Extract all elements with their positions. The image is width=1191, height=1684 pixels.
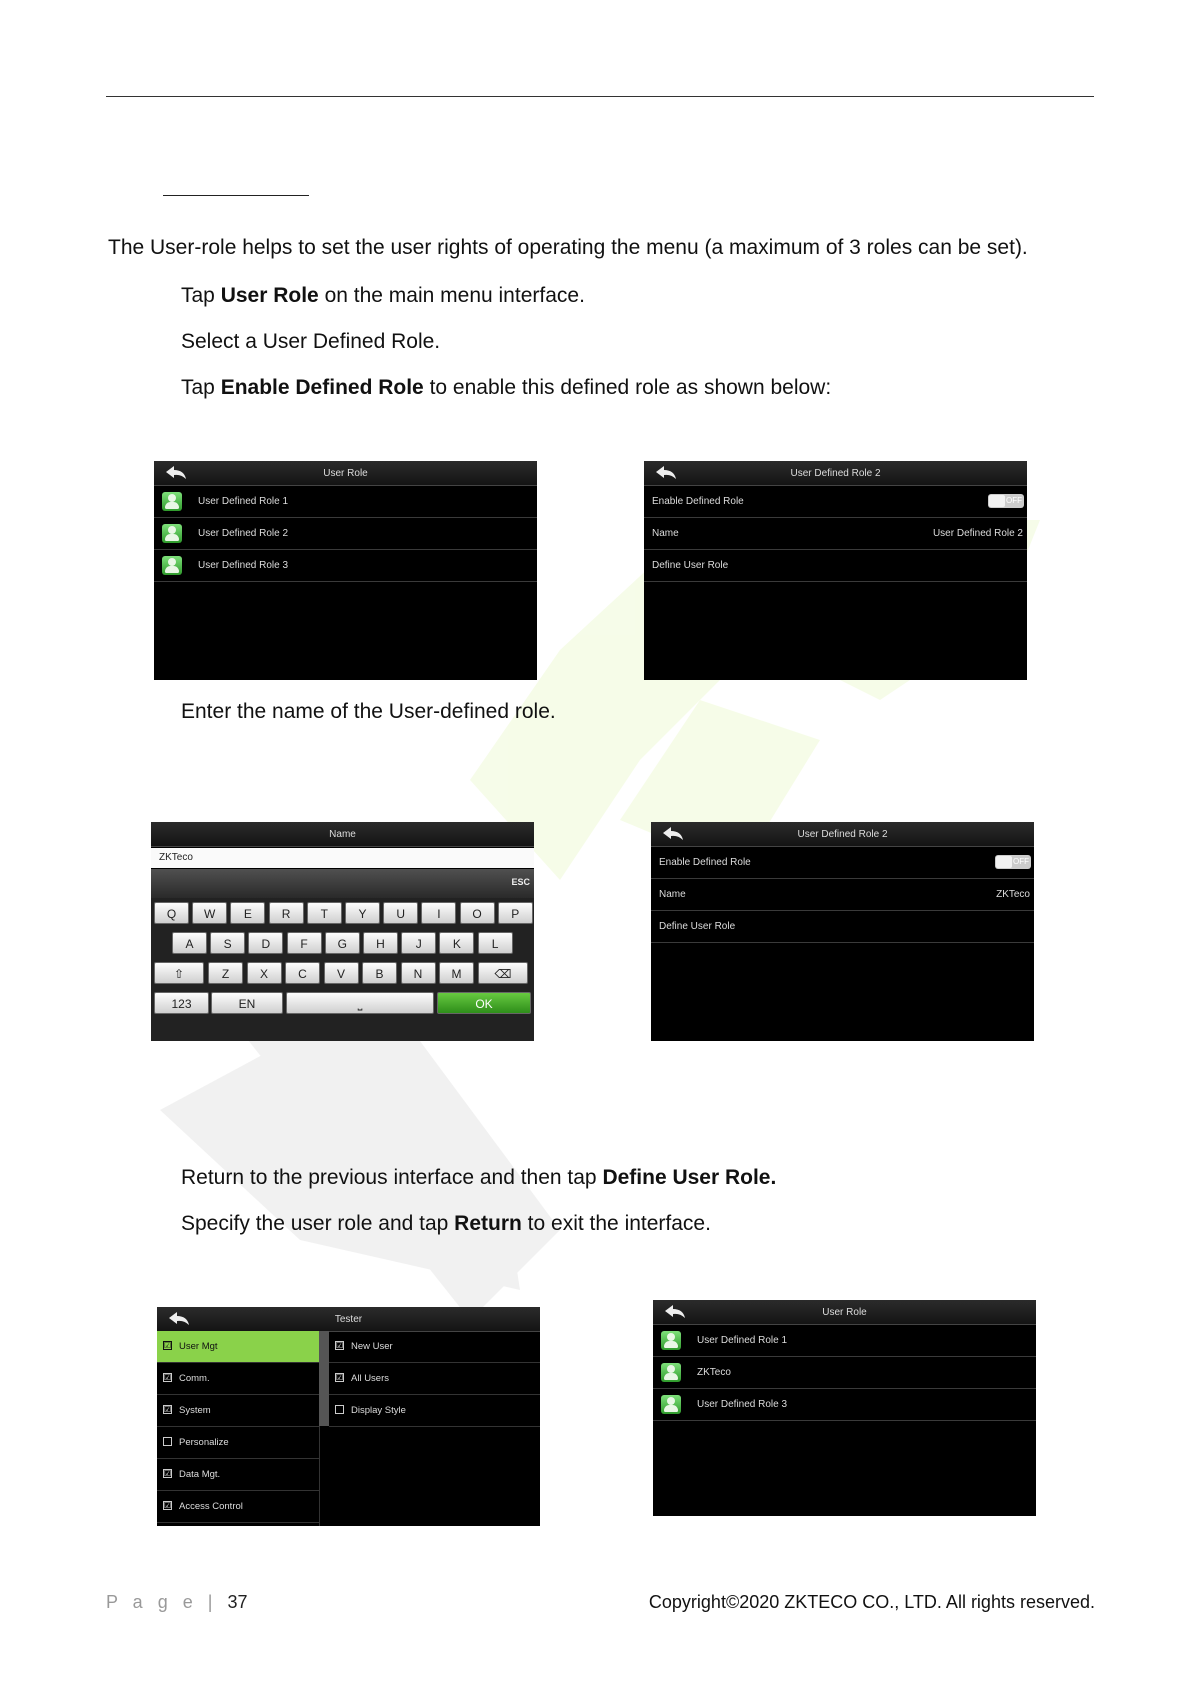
category-personalize[interactable] — [157, 1427, 319, 1459]
enable-label: Enable Defined Role — [652, 496, 744, 507]
key-d[interactable]: D — [248, 932, 283, 954]
checkbox-icon[interactable]: ☑ — [164, 1405, 172, 1414]
checkbox-icon[interactable]: ☑ — [164, 1469, 172, 1478]
key-r[interactable]: R — [269, 902, 304, 924]
define-label: Define User Role — [659, 921, 736, 932]
step-3-pre: Tap — [181, 376, 221, 399]
key-t[interactable]: T — [307, 902, 342, 924]
key-w[interactable]: W — [192, 902, 227, 924]
checkbox-icon[interactable] — [163, 1437, 172, 1446]
section-title-rule — [163, 195, 309, 196]
key-k[interactable]: K — [439, 932, 474, 954]
perm-label: New User — [351, 1341, 393, 1352]
key-y[interactable]: Y — [345, 902, 380, 924]
scrollbar[interactable] — [319, 1331, 329, 1426]
enable-label: Enable Defined Role — [659, 857, 751, 868]
name-value: User Defined Role 2 — [932, 528, 1023, 539]
key-x[interactable]: X — [247, 962, 282, 984]
step-6-bold: Return — [454, 1212, 522, 1235]
screen-name-keyboard — [151, 822, 534, 1041]
key-v[interactable]: V — [324, 962, 359, 984]
screen-header — [644, 461, 1027, 486]
item-label: User Defined Role 1 — [697, 1335, 788, 1346]
category-label: System — [179, 1405, 211, 1416]
screen-user-role-updated — [653, 1300, 1036, 1516]
category-data-mgt[interactable] — [157, 1459, 319, 1491]
key-u[interactable]: U — [383, 902, 418, 924]
checkbox-icon[interactable]: ☑ — [336, 1373, 344, 1382]
step-1-post: on the main menu interface. — [318, 284, 585, 307]
step-1-bold: User Role — [220, 284, 319, 307]
toggle-text: OFF — [1006, 496, 1022, 505]
screen-title: User Role — [323, 468, 368, 479]
language-key[interactable]: EN — [211, 992, 283, 1014]
checkbox-icon[interactable]: ☑ — [336, 1341, 344, 1350]
category-system[interactable] — [157, 1395, 319, 1427]
screen-title: User Defined Role 2 — [797, 829, 888, 840]
item-label: User Defined Role 1 — [198, 496, 289, 507]
screen-header — [653, 1300, 1036, 1325]
name-input[interactable] — [151, 848, 534, 868]
checkbox-icon[interactable]: ☑ — [164, 1341, 172, 1350]
step-3-bold: Enable Defined Role — [220, 376, 424, 399]
list-item[interactable] — [653, 1357, 1036, 1389]
define-label: Define User Role — [652, 560, 729, 571]
key-a[interactable]: A — [172, 932, 207, 954]
user-icon — [162, 492, 182, 511]
space-key[interactable]: ⎵ — [286, 992, 434, 1014]
screen-header — [157, 1307, 540, 1332]
name-label: Name — [652, 528, 679, 539]
page-word: P a g e — [106, 1592, 198, 1612]
checkbox-icon[interactable]: ☑ — [164, 1373, 172, 1382]
category-label: User Mgt — [179, 1341, 218, 1352]
key-q[interactable]: Q — [154, 902, 189, 924]
perm-new-user[interactable] — [329, 1331, 540, 1363]
step-6-post: to exit the interface. — [521, 1212, 711, 1235]
key-c[interactable]: C — [285, 962, 320, 984]
keyboard-bar — [151, 869, 534, 898]
screen-header — [151, 822, 534, 847]
checkbox-icon[interactable] — [335, 1405, 344, 1414]
key-j[interactable]: J — [401, 932, 436, 954]
key-z[interactable]: Z — [208, 962, 243, 984]
screen-title: Tester — [334, 1314, 363, 1325]
key-i[interactable]: I — [421, 902, 456, 924]
key-m[interactable]: M — [439, 962, 474, 984]
user-icon — [661, 1331, 681, 1350]
perm-label: Display Style — [351, 1405, 406, 1416]
step-6 — [181, 1212, 711, 1236]
key-n[interactable]: N — [401, 962, 436, 984]
toggle-text: OFF — [1013, 857, 1029, 866]
name-value: ZKTeco — [996, 889, 1030, 900]
list-item[interactable] — [154, 486, 537, 518]
category-user-mgt[interactable] — [157, 1331, 319, 1363]
screen-title: Name — [329, 829, 356, 840]
list-item[interactable] — [653, 1389, 1036, 1421]
step-4: Enter the name of the User-defined role. — [181, 700, 556, 723]
enable-toggle[interactable] — [988, 494, 1024, 508]
name-row[interactable] — [644, 518, 1027, 550]
list-item[interactable] — [653, 1325, 1036, 1357]
define-row[interactable] — [644, 550, 1027, 582]
screen-user-role — [154, 461, 537, 680]
screen-header — [154, 461, 537, 486]
key-s[interactable]: S — [210, 932, 245, 954]
step-2: Select a User Defined Role. — [181, 330, 441, 353]
page-separator: | — [207, 1592, 218, 1612]
user-icon — [162, 556, 182, 575]
step-1-pre: Tap — [181, 284, 221, 307]
key-b[interactable]: B — [362, 962, 397, 984]
screen-header — [651, 822, 1034, 847]
toggle-knob — [996, 856, 1012, 868]
screen-title: User Defined Role 2 — [790, 468, 881, 479]
backspace-key[interactable]: ⌫ — [478, 962, 528, 984]
screen-user-defined-role — [644, 461, 1027, 680]
key-o[interactable]: O — [460, 902, 495, 924]
permission-items — [329, 1331, 540, 1526]
step-3 — [181, 376, 831, 400]
item-label: User Defined Role 3 — [198, 560, 289, 571]
toggle-knob — [989, 495, 1005, 507]
category-comm[interactable] — [157, 1363, 319, 1395]
screen-title: User Role — [822, 1307, 867, 1318]
user-icon — [162, 524, 182, 543]
perm-all-users[interactable] — [329, 1363, 540, 1395]
step-6-pre: Specify the user role and tap — [181, 1212, 455, 1235]
perm-display-style[interactable] — [329, 1395, 540, 1427]
category-label: Personalize — [179, 1437, 229, 1448]
intro-text: The User-role helps to set the user rights of operating the menu (a maximum of 3 roles can be set). — [108, 236, 1028, 259]
step-1 — [181, 284, 585, 308]
step-5-bold: Define User Role. — [602, 1166, 777, 1189]
name-row[interactable] — [651, 879, 1034, 911]
item-label: User Defined Role 3 — [697, 1399, 788, 1410]
esc-button[interactable]: ESC — [511, 877, 530, 887]
copyright: Copyright©2020 ZKTECO CO., LTD. All rights reserved. — [648, 1592, 1095, 1612]
screen-user-defined-role-renamed — [651, 822, 1034, 1041]
list-item[interactable] — [154, 550, 537, 582]
checkbox-icon[interactable]: ☑ — [164, 1501, 172, 1510]
enable-toggle[interactable] — [995, 855, 1031, 869]
enable-row[interactable] — [651, 847, 1034, 879]
page-number: 37 — [227, 1592, 248, 1612]
define-row[interactable] — [651, 911, 1034, 943]
name-label: Name — [659, 889, 686, 900]
shift-key[interactable]: ⇧ — [154, 962, 204, 984]
key-p[interactable]: P — [498, 902, 533, 924]
user-icon — [661, 1395, 681, 1414]
list-item[interactable] — [154, 518, 537, 550]
key-h[interactable]: H — [363, 932, 398, 954]
enable-row[interactable] — [644, 486, 1027, 518]
page-footer — [106, 1592, 247, 1613]
key-f[interactable]: F — [287, 932, 322, 954]
category-access-control[interactable] — [157, 1491, 319, 1523]
keyboard — [151, 898, 534, 1041]
perm-label: All Users — [351, 1373, 390, 1384]
item-label: User Defined Role 2 — [198, 528, 289, 539]
input-value: ZKTeco — [159, 852, 193, 863]
step-5 — [181, 1166, 776, 1190]
numeric-key[interactable]: 123 — [154, 992, 209, 1014]
item-label: ZKTeco — [697, 1367, 731, 1378]
key-l[interactable]: L — [478, 932, 513, 954]
screen-tester-permissions — [157, 1307, 540, 1526]
category-label: Comm. — [179, 1373, 210, 1384]
user-icon — [661, 1363, 681, 1382]
header-rule — [106, 96, 1094, 97]
step-3-post: to enable this defined role as shown below: — [423, 376, 832, 399]
permission-categories — [157, 1331, 320, 1526]
ok-button[interactable]: OK — [437, 992, 531, 1014]
step-5-pre: Return to the previous interface and then tap — [181, 1166, 603, 1189]
category-label: Data Mgt. — [179, 1469, 221, 1480]
key-g[interactable]: G — [325, 932, 360, 954]
key-e[interactable]: E — [230, 902, 265, 924]
category-label: Access Control — [179, 1501, 243, 1512]
